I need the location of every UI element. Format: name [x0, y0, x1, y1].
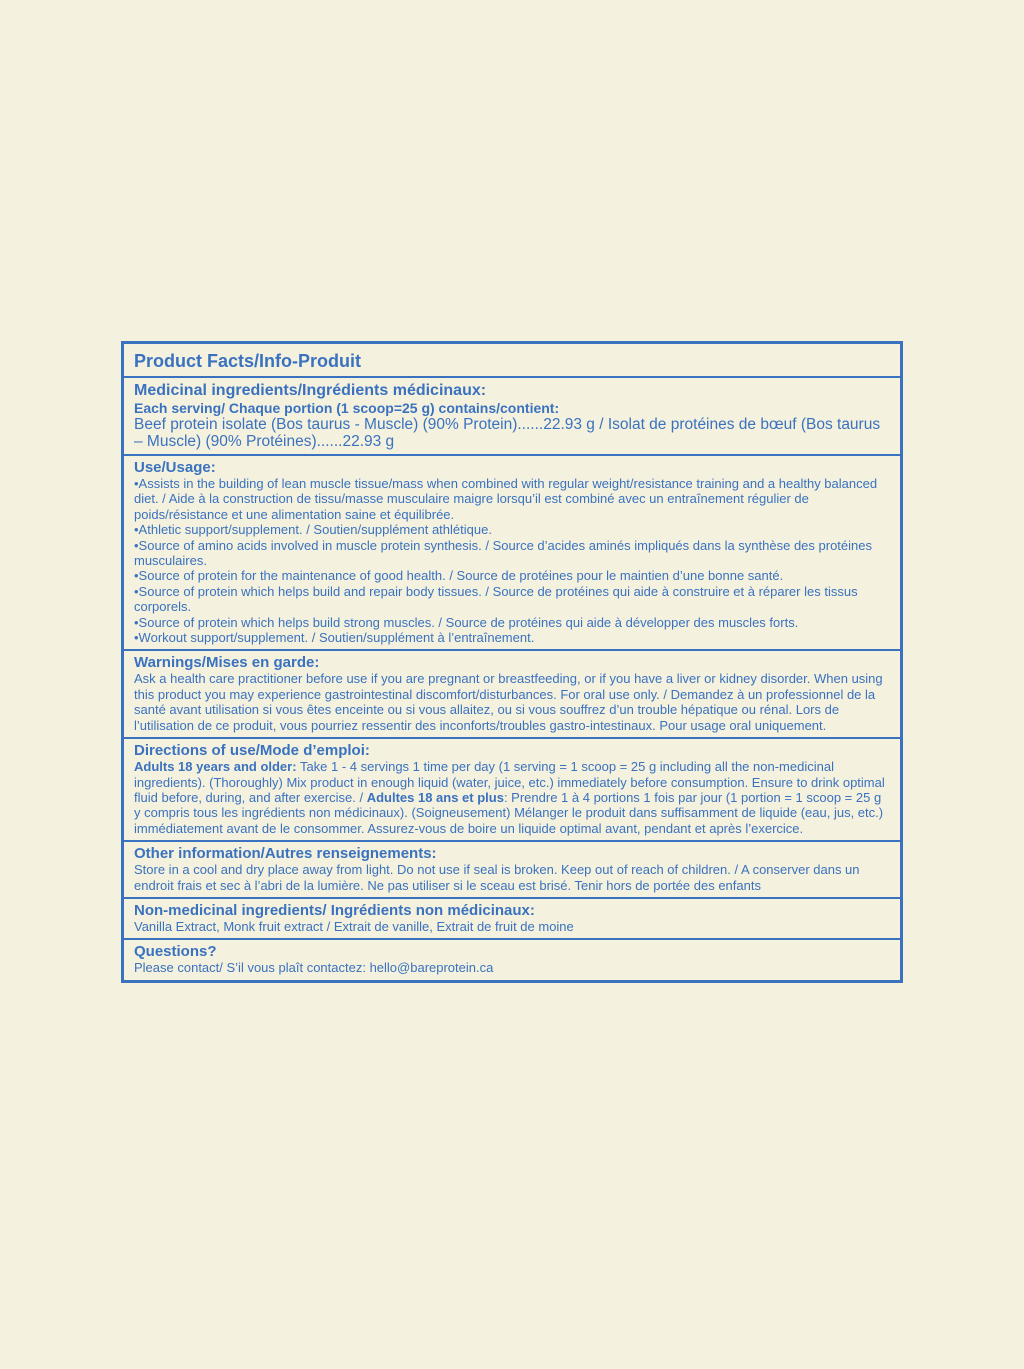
use-item: •Source of protein which helps build and repair body tissues. / Source de protéines qui aide à construire et à réparer les tissus corporels. [134, 583, 858, 615]
questions-text: Please contact/ S’il vous plaît contactez: hello@bareprotein.ca [134, 960, 494, 976]
questions-section [124, 940, 900, 979]
use-item: •Workout support/supplement. / Soutien/supplément à l’entraînement. [134, 630, 535, 646]
non-medicinal-section [124, 899, 900, 940]
adults-fr-text: : Prendre 1 à 4 portions 1 fois par jour (1 portion = 1 scoop = 25 g y compris tous les ingrédients non médicinaux). (Soigneusement) Mélanger le produit dans suffisamment de liquide (eau, jus, etc.) immédiatement avant de le consommer. Assurez-vous de boire un liquide optimal avant, pendant et après l’exercice. [134, 789, 884, 836]
use-item: •Source of protein which helps build strong muscles. / Source de protéines qui aide à développer des muscles forts. [134, 614, 799, 630]
serving-subheading: Each serving/ Chaque portion (1 scoop=25 g) contains/contient: [134, 400, 560, 416]
questions-heading: Questions? [134, 943, 217, 961]
adults-en-text: Take 1 - 4 servings 1 time per day (1 serving = 1 scoop = 25 g including all the non-medicinal ingredients). (Thoroughly) Mix product in enough liquid (water, juice, etc.) immediately before consumption. Ensure to drink optimal fluid before, during, and after exercise. / [134, 759, 885, 805]
use-item: •Assists in the building of lean muscle tissue/mass when combined with regular weight/resistance training and a healthy balanced diet. / Aide à la construction de tissu/masse musculaire maigre lorsqu’il est combiné avec un entraînement régulier de poids/résistance et une alimentation saine et équilibrée. [134, 476, 878, 522]
directions-heading: Directions of use/Mode d’emploi: [134, 742, 370, 760]
directions-text [134, 759, 890, 836]
warnings-heading: Warnings/Mises en garde: [134, 654, 320, 672]
adults-en-label: Adults 18 years and older: [134, 759, 297, 775]
use-section [124, 456, 900, 651]
medicinal-ingredients-section [124, 378, 900, 456]
medicinal-heading: Medicinal ingredients/Ingrédients médicinaux: [134, 382, 487, 399]
use-item: •Source of amino acids involved in muscle protein synthesis. / Source d’acides aminés impliqués dans la synthèse des protéines musculaires. [134, 537, 872, 569]
use-heading: Use/Usage: [134, 459, 216, 476]
other-info-section [124, 842, 900, 899]
non-medicinal-heading: Non-medicinal ingredients/ Ingrédients non médicinaux: [134, 901, 535, 919]
other-text: Store in a cool and dry place away from light. Do not use if seal is broken. Keep out of reach of children. / A conserver dans un endroit frais et sec à l’abri de la lumière. Ne pas utiliser si le sceau est brisé. Tenir hors de portée des enfants [134, 862, 860, 893]
non-medicinal-text: Vanilla Extract, Monk fruit extract / Extrait de vanille, Extrait de fruit de moine [134, 918, 574, 934]
adults-fr-label: Adultes 18 ans et plus [366, 789, 504, 805]
panel-title-section [124, 344, 900, 378]
use-item: •Athletic support/supplement. / Soutien/supplément athlétique. [134, 522, 492, 538]
panel-title: Product Facts/Info-Produit [134, 351, 361, 371]
use-list [134, 476, 890, 645]
warnings-section [124, 651, 900, 739]
use-item: •Source of protein for the maintenance of good health. / Source de protéines pour le maintien d’une bonne santé. [134, 568, 784, 584]
other-heading: Other information/Autres renseignements: [134, 845, 437, 863]
directions-section [124, 739, 900, 842]
medicinal-text: Beef protein isolate (Bos taurus - Muscle) (90% Protein)......22.93 g / Isolat de protéines de bœuf (Bos taurus – Muscle) (90% Protéines)......22.93 g [134, 416, 881, 450]
warnings-text: Ask a health care practitioner before use if you are pregnant or breastfeeding, or if you have a liver or kidney disorder. When using this product you may experience gastrointestinal discomfort/disturbances. For oral use only. / Demandez à un professionnel de la santé avant utilisation si vous êtes enceinte ou si vous allaitez, ou si vous souffrez d’un trouble hépatique ou rénal. Lors de l’utilisation de ce produit, vous pourriez ressentir des inconforts/troubles gastro-intestinaux. Pour usage oral uniquement. [134, 671, 883, 733]
product-facts-panel [121, 341, 903, 983]
